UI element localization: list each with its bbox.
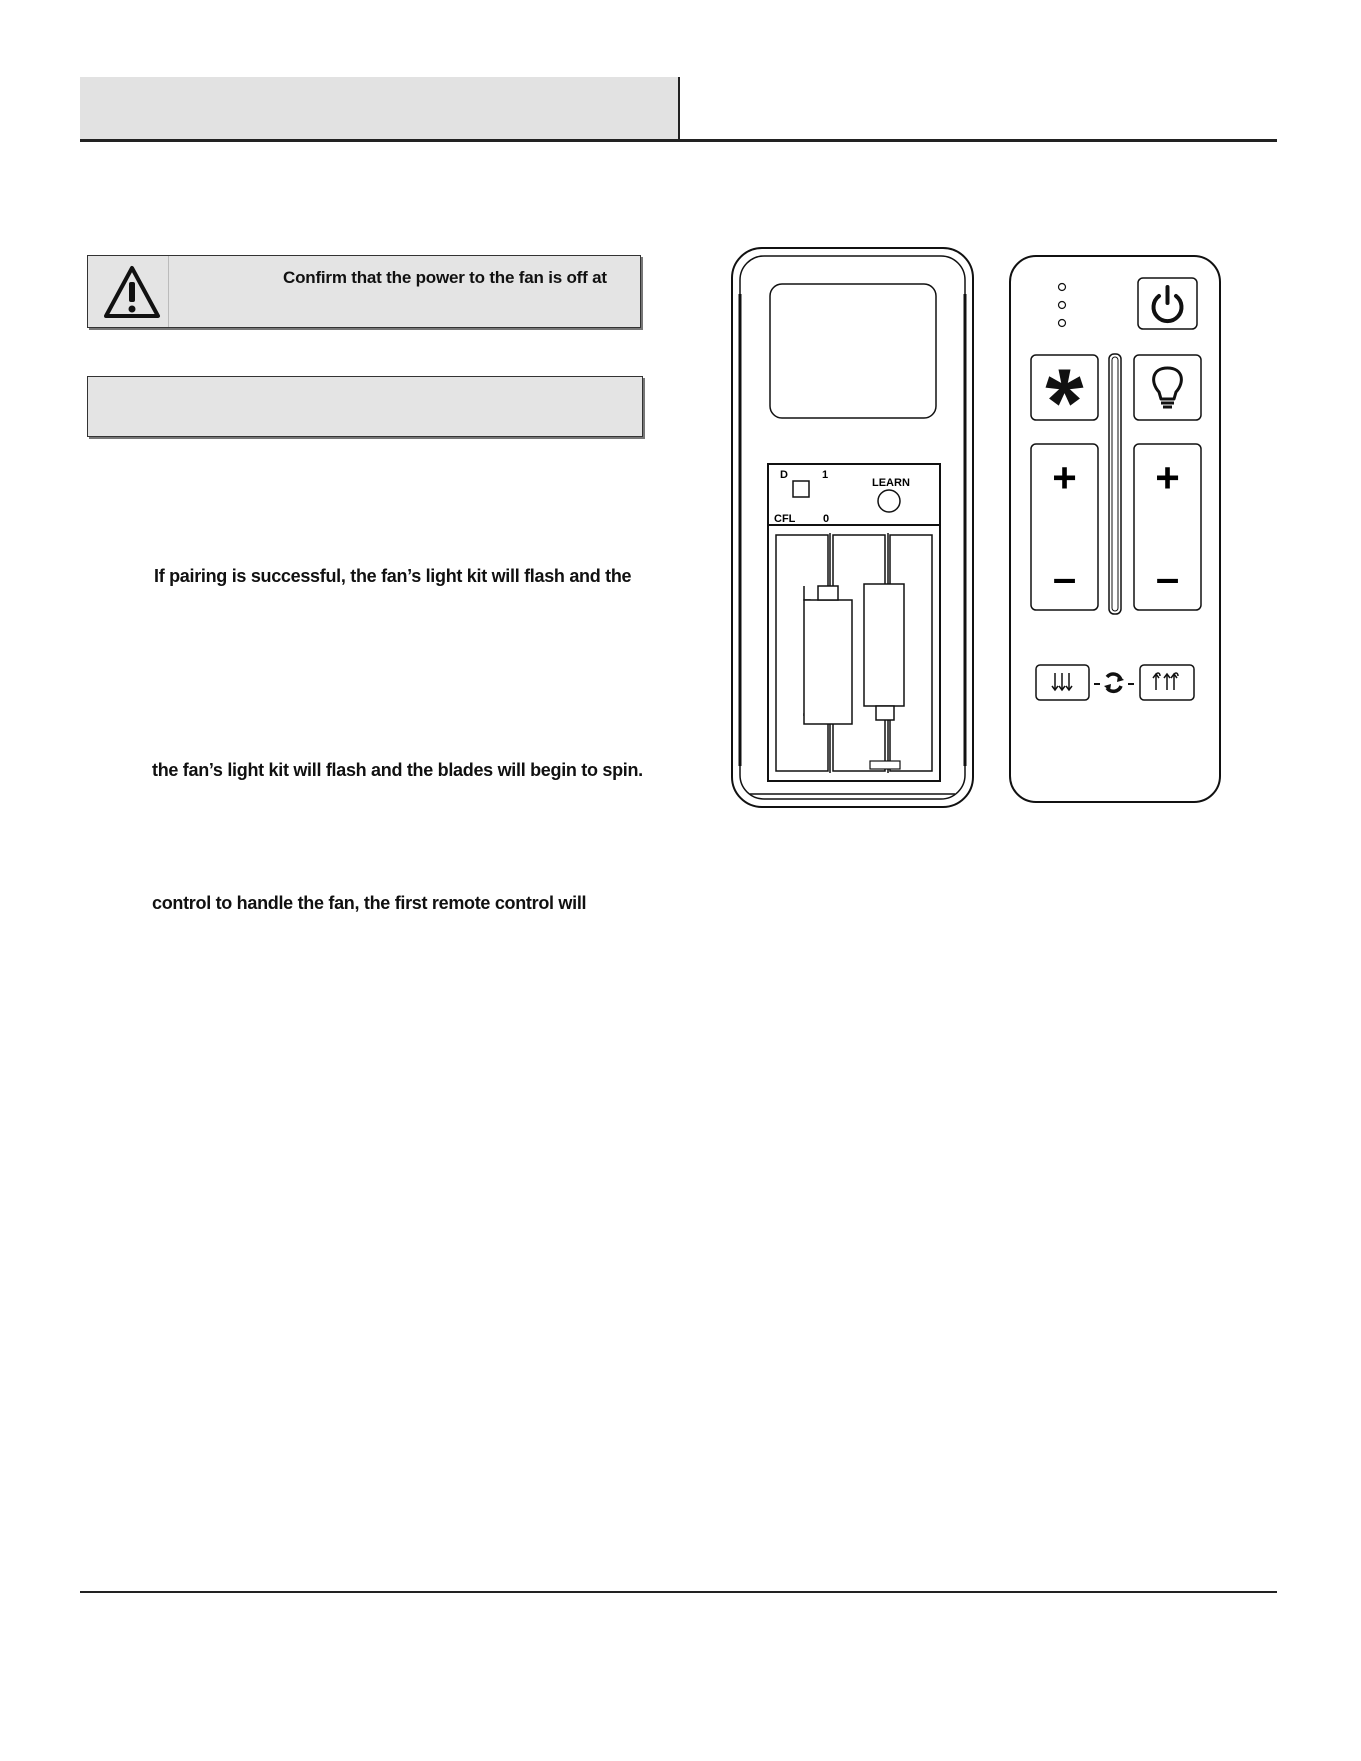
header-divider — [678, 77, 680, 141]
dip-label-cfl: CFL — [774, 513, 796, 525]
plus-icon: + — [1155, 454, 1180, 501]
power-button[interactable] — [1138, 278, 1197, 329]
downdraft-icon — [1052, 673, 1072, 690]
downdraft-button[interactable] — [1036, 665, 1089, 700]
fan-speed-rocker[interactable] — [1031, 444, 1098, 610]
light-dimmer-rocker[interactable] — [1134, 444, 1201, 610]
section-header-box — [80, 77, 679, 141]
battery-slot — [864, 584, 904, 706]
footer-rule — [80, 1591, 1277, 1593]
warning-text: Confirm that the power to the fan is off at — [283, 268, 607, 287]
dip-label-1: 1 — [822, 469, 829, 481]
updraft-button[interactable] — [1140, 665, 1194, 700]
remote-front-illustration — [1008, 254, 1222, 804]
learn-button[interactable] — [878, 490, 900, 512]
fan-button[interactable] — [1031, 355, 1098, 420]
step-text: control to handle the fan, the first remote control will — [152, 893, 587, 913]
remote-back-illustration — [730, 246, 975, 809]
label-window — [770, 284, 936, 418]
learn-label: LEARN — [872, 477, 910, 489]
dip-label-d: D — [780, 469, 788, 481]
note-callout — [87, 376, 643, 437]
dip-switch[interactable] — [793, 481, 809, 497]
step-text: If pairing is successful, the fan’s light kit will flash and the — [154, 566, 632, 586]
minus-icon: – — [1052, 554, 1077, 601]
dip-label-0: 0 — [823, 513, 830, 525]
warning-callout — [87, 255, 641, 328]
battery-slot — [804, 600, 852, 724]
step-text: the fan’s light kit will flash and the blades will begin to spin. — [152, 760, 643, 780]
warning-triangle-icon — [102, 264, 162, 320]
header-rule — [80, 139, 1277, 142]
callout-separator — [168, 256, 169, 327]
plus-icon: + — [1052, 454, 1077, 501]
light-button[interactable] — [1134, 355, 1201, 420]
minus-icon: – — [1155, 554, 1180, 601]
